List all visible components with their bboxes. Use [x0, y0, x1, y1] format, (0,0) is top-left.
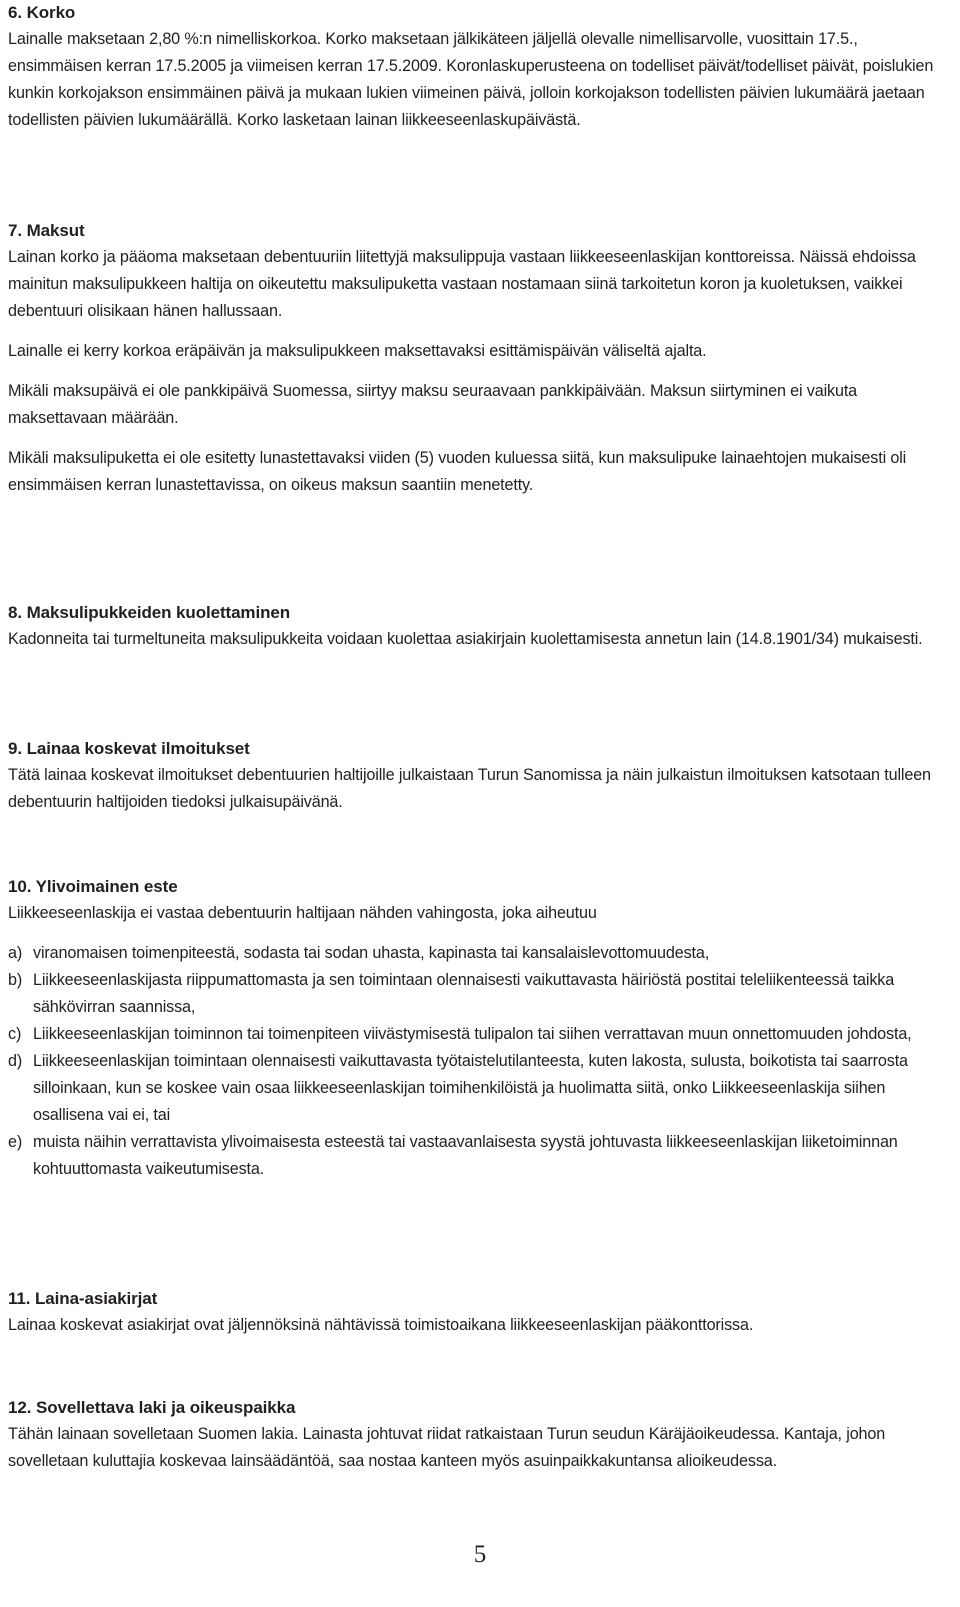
section-paragraph: Mikäli maksupäivä ei ole pankkipäivä Suomessa, siirtyy maksu seuraavaan pankkipäivään. Maksun siirtyminen ei vaikuta maksettavaan määrään. — [8, 382, 858, 427]
section-paragraph: Tätä lainaa koskevat ilmoitukset debentuurien haltijoille julkaistaan Turun Sanomissa ja näin julkaistun ilmoituksen katsotaan tulleen debentuurin haltijoiden tiedoksi julkaisupäivänä. — [8, 766, 931, 811]
list-item-text: Liikkeeseenlaskijan toimintaan olennaisesti vaikuttavasta työtaistelutilanteesta, kuten lakosta, sulusta, boikotista tai saarrosta silloinkaan, kun se koskee vain osaa liikkeeseenlaskijan toimihenkilöistä ja huolimatta siitä, onko Liikkeeseenlaskija siihen osallisena vai ei, tai — [33, 1052, 908, 1124]
section-paragraph: Lainaa koskevat asiakirjat ovat jäljennöksinä nähtävissä toimistoaikana liikkeeseenlaskijan pääkonttorissa. — [8, 1316, 754, 1334]
section-maksut — [8, 218, 952, 499]
list-item — [8, 1129, 952, 1183]
section-paragraph: Liikkeeseenlaskija ei vastaa debentuurin haltijaan nähden vahingosta, joka aiheutuu — [8, 904, 597, 922]
list-marker: d) — [8, 1052, 23, 1070]
section-korko — [8, 0, 952, 134]
section-heading: 9. Lainaa koskevat ilmoitukset — [8, 739, 250, 758]
section-heading: 7. Maksut — [8, 221, 85, 240]
list-item — [8, 1048, 952, 1129]
section-paragraph: Mikäli maksulipuketta ei ole esitetty lunastettavaksi viiden (5) vuoden kuluessa siitä, kun maksulipuke lainaehtojen mukaisesti oli ensimmäisen kerran lunastettavissa, on oikeus maksun saantiin menetetty. — [8, 449, 907, 494]
section-heading: 11. Laina-asiakirjat — [8, 1289, 158, 1308]
section-paragraph: Tähän lainaan sovelletaan Suomen lakia. Lainasta johtuvat riidat ratkaistaan Turun seudun Käräjäoikeudessa. Kantaja, johon sovelletaan kuluttajia koskevaa lainsäädäntöä, saa nostaa kanteen myös asuinpaikkakuntansa alioikeudessa. — [8, 1425, 886, 1470]
section-paragraph: Lainalle maksetaan 2,80 %:n nimelliskorkoa. Korko maksetaan jälkikäteen jäljellä olevalle nimellisarvolle, vuosittain 17.5., ensimmäisen kerran 17.5.2005 ja viimeisen kerran 17.5.2009. Koronlaskuperusteena on todelliset päivät/todelliset päivät, poislukien kunkin korkojakson ensimmäinen päivä ja mukaan lukien viimeinen päivä, jolloin korkojakson todellisten päivien lukumäärä jaetaan todellisten päivien lukumäärällä. Korko lasketaan lainan liikkeeseenlaskupäivästä. — [8, 30, 934, 129]
section-ylivoimainen-este — [8, 874, 952, 1183]
section-paragraph: Lainan korko ja pääoma maksetaan debentuuriin liitettyjä maksulippuja vastaan liikkeeseenlaskijan konttoreissa. Näissä ehdoissa mainitun maksulipukkeen haltija on oikeutettu maksulipuketta vastaan nostamaan siinä tarkoitetun koron ja kuoletuksen, vaikkei debentuuri olisikaan hänen hallussaan. — [8, 248, 916, 320]
section-heading: 6. Korko — [8, 3, 76, 22]
list-marker: c) — [8, 1025, 22, 1043]
page-number: 5 — [473, 1541, 487, 1568]
section-paragraph: Lainalle ei kerry korkoa eräpäivän ja maksulipukkeen maksettavaksi esittämispäivän väliseltä ajalta. — [8, 342, 707, 360]
list-item-text: Liikkeeseenlaskijan toiminnon tai toimenpiteen viivästymisestä tulipalon tai siihen verrattavan muun onnettomuuden johdosta, — [33, 1025, 912, 1043]
section-sovellettava-laki — [8, 1395, 952, 1475]
section-ilmoitukset — [8, 736, 952, 816]
list-item-text: Liikkeeseenlaskijasta riippumattomasta ja sen toimintaan olennaisesti vaikuttavasta häiriöstä postitai teleliikenteessä taikka sähkövirran saannissa, — [33, 971, 895, 1016]
section-heading: 10. Ylivoimainen este — [8, 877, 178, 896]
list-marker: e) — [8, 1133, 23, 1151]
list-marker: a) — [8, 944, 23, 962]
list-marker: b) — [8, 971, 23, 989]
section-maksulipukkeiden-kuolettaminen — [8, 600, 952, 653]
list-item-text: viranomaisen toimenpiteestä, sodasta tai sodan uhasta, kapinasta tai kansalaislevottomuudesta, — [33, 944, 710, 962]
force-majeure-list — [8, 940, 952, 1183]
list-item — [8, 940, 952, 967]
list-item — [8, 1021, 952, 1048]
list-item-text: muista näihin verrattavista ylivoimaisesta esteestä tai vastaavanlaisesta syystä johtuvasta liikkeeseenlaskijan liiketoiminnan kohtuuttomasta vaikeutumisesta. — [33, 1133, 898, 1178]
section-laina-asiakirjat — [8, 1286, 952, 1339]
section-paragraph: Kadonneita tai turmeltuneita maksulipukkeita voidaan kuolettaa asiakirjain kuolettamisesta annetun lain (14.8.1901/34) mukaisesti. — [8, 630, 923, 648]
section-heading: 8. Maksulipukkeiden kuolettaminen — [8, 603, 290, 622]
list-item — [8, 967, 952, 1021]
section-heading: 12. Sovellettava laki ja oikeuspaikka — [8, 1398, 296, 1417]
